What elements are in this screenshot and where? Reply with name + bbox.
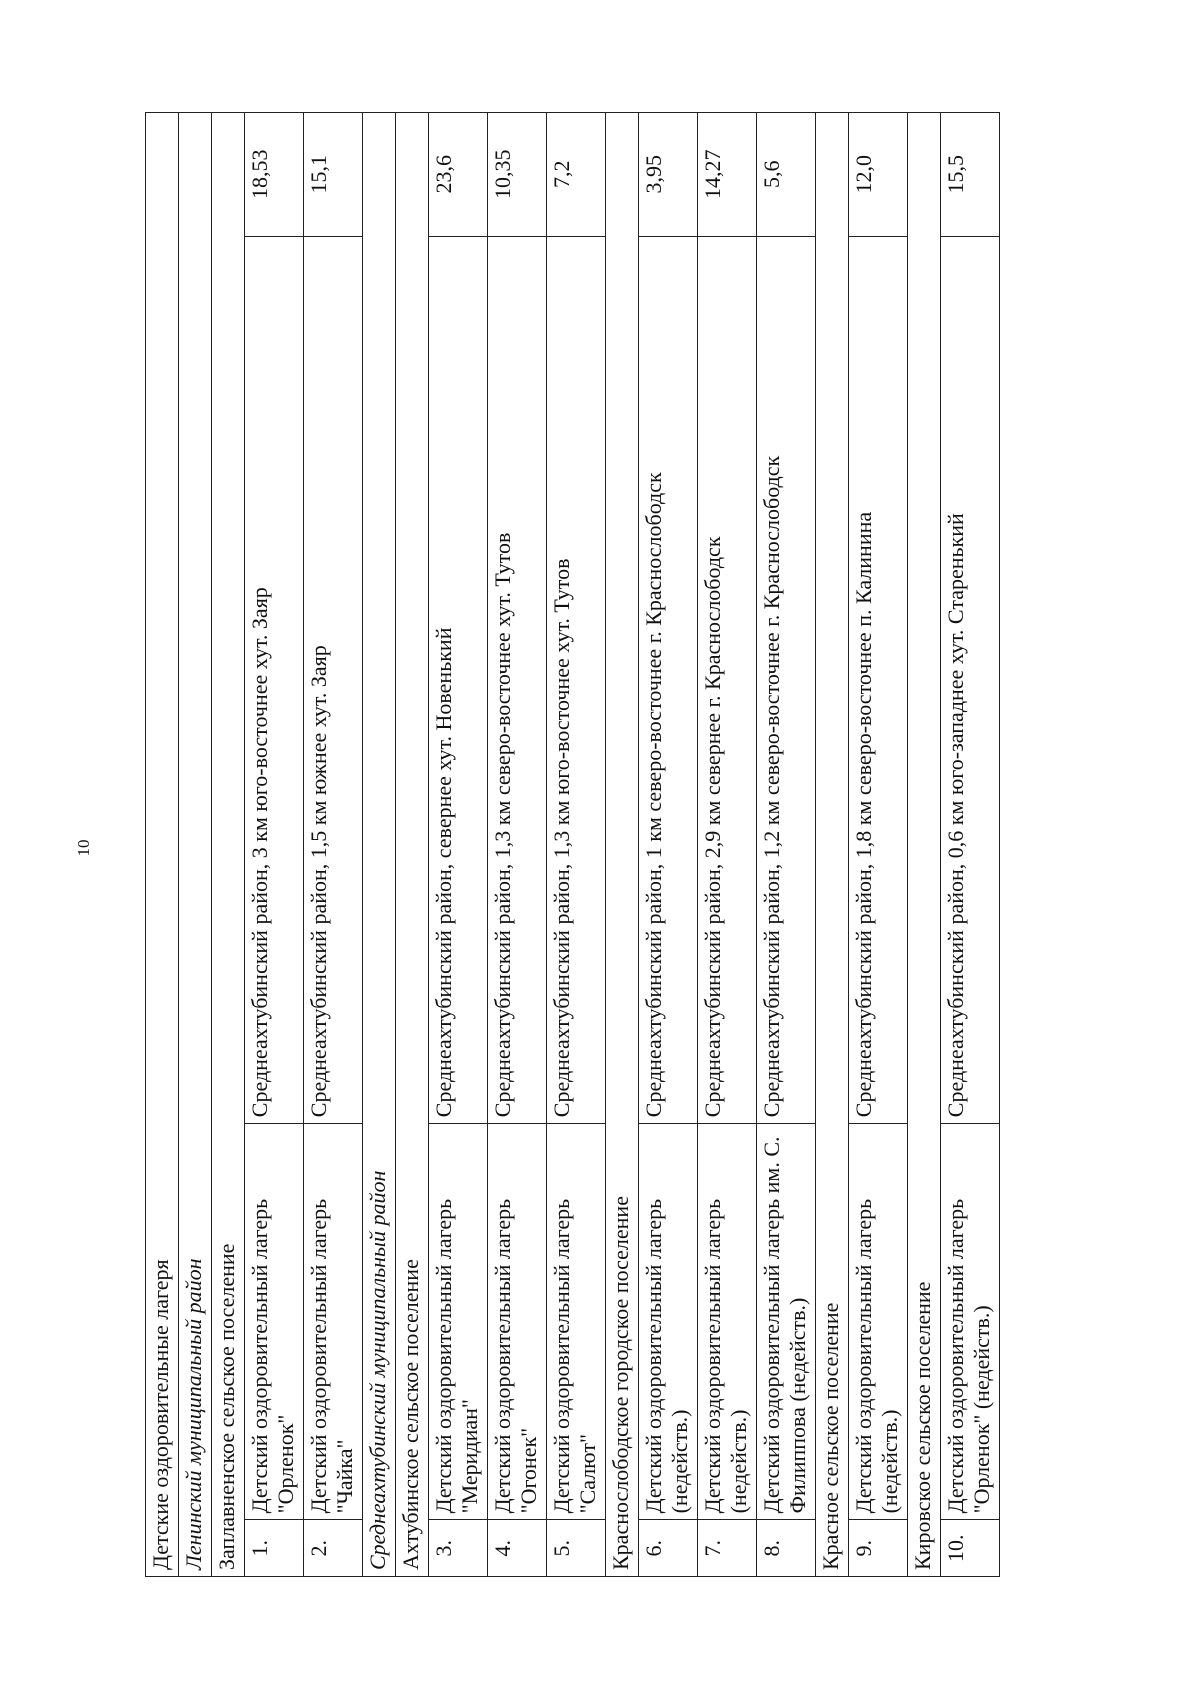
camp-location: Среднеахтубинский район, 1,8 км северо-восточнее п. Калинина [849,236,908,1124]
row-number: 5. [547,1520,606,1577]
table-title: Детские оздоровительные лагеря [146,113,179,1577]
camp-area: 12,0 [849,113,908,237]
camp-location: Среднеахтубинский район, 1,2 км северо-восточнее г. Краснослободск [757,236,816,1124]
camp-area: 14,27 [698,113,757,237]
camp-area: 7,2 [547,113,606,237]
row-number: 9. [849,1520,908,1577]
camp-area: 15,1 [304,113,363,237]
camp-location: Среднеахтубинский район, 1,3 км северо-восточнее хут. Тутов [488,236,547,1124]
row-number: 4. [488,1520,547,1577]
settlement-heading: Заплавненское сельское поселение [212,113,245,1577]
table-row [757,113,816,1577]
settlement-heading: Краснослободское городское поселение [606,113,639,1577]
row-number: 10. [941,1520,1000,1577]
camp-area: 23,6 [429,113,488,237]
camp-area: 15,5 [941,113,1000,237]
row-number: 1. [245,1520,304,1577]
camp-name: Детский оздоровительный лагерь (недейств.) [698,1124,757,1520]
camp-name: Детский оздоровительный лагерь "Чайка" [304,1124,363,1520]
camp-name: Детский оздоровительный лагерь "Огонек" [488,1124,547,1520]
camp-area: 5,6 [757,113,816,237]
row-number: 8. [757,1520,816,1577]
settlement-heading: Ахтубинское сельское поселение [396,113,429,1577]
table-row [639,113,698,1577]
table-row [304,113,363,1577]
camp-location: Среднеахтубинский район, 1,3 км юго-восточнее хут. Тутов [547,236,606,1124]
district-heading: Ленинский муниципальный район [179,113,212,1577]
camp-name: Детский оздоровительный лагерь "Орленок" (недейств.) [941,1124,1000,1520]
table-row [245,113,304,1577]
row-number: 6. [639,1520,698,1577]
table-row [429,113,488,1577]
camp-location: Среднеахтубинский район, севернее хут. Новенький [429,236,488,1124]
camp-name: Детский оздоровительный лагерь (недейств.) [849,1124,908,1520]
row-number: 3. [429,1520,488,1577]
camp-name: Детский оздоровительный лагерь "Салют" [547,1124,606,1520]
camp-name: Детский оздоровительный лагерь им. С. Филиппова (недейств.) [757,1124,816,1520]
camp-name: Детский оздоровительный лагерь (недейств.) [639,1124,698,1520]
camp-location: Среднеахтубинский район, 2,9 км севернее г. Краснослободск [698,236,757,1124]
camp-area: 3,95 [639,113,698,237]
camps-table [145,112,1000,1577]
camp-location: Среднеахтубинский район, 0,6 км юго-западнее хут. Старенький [941,236,1000,1124]
camp-area: 18,53 [245,113,304,237]
table-row [698,113,757,1577]
camp-name: Детский оздоровительный лагерь "Орленок" [245,1124,304,1520]
table-row [849,113,908,1577]
camp-location: Среднеахтубинский район, 3 км юго-восточнее хут. Заяр [245,236,304,1124]
camp-area: 10,35 [488,113,547,237]
settlement-heading: Кировское сельское поселение [908,113,941,1577]
table-row [547,113,606,1577]
page-number: 10 [74,839,93,857]
row-number: 2. [304,1520,363,1577]
row-number: 7. [698,1520,757,1577]
table-row [941,113,1000,1577]
camp-location: Среднеахтубинский район, 1 км северо-восточнее г. Краснослободск [639,236,698,1124]
camp-name: Детский оздоровительный лагерь "Меридиан" [429,1124,488,1520]
rotated-table-container [145,112,1055,1577]
district-heading: Среднеахтубинский муниципальный район [363,113,396,1577]
camp-location: Среднеахтубинский район, 1,5 км южнее хут. Заяр [304,236,363,1124]
table-row [488,113,547,1577]
settlement-heading: Красное сельское поселение [816,113,849,1577]
